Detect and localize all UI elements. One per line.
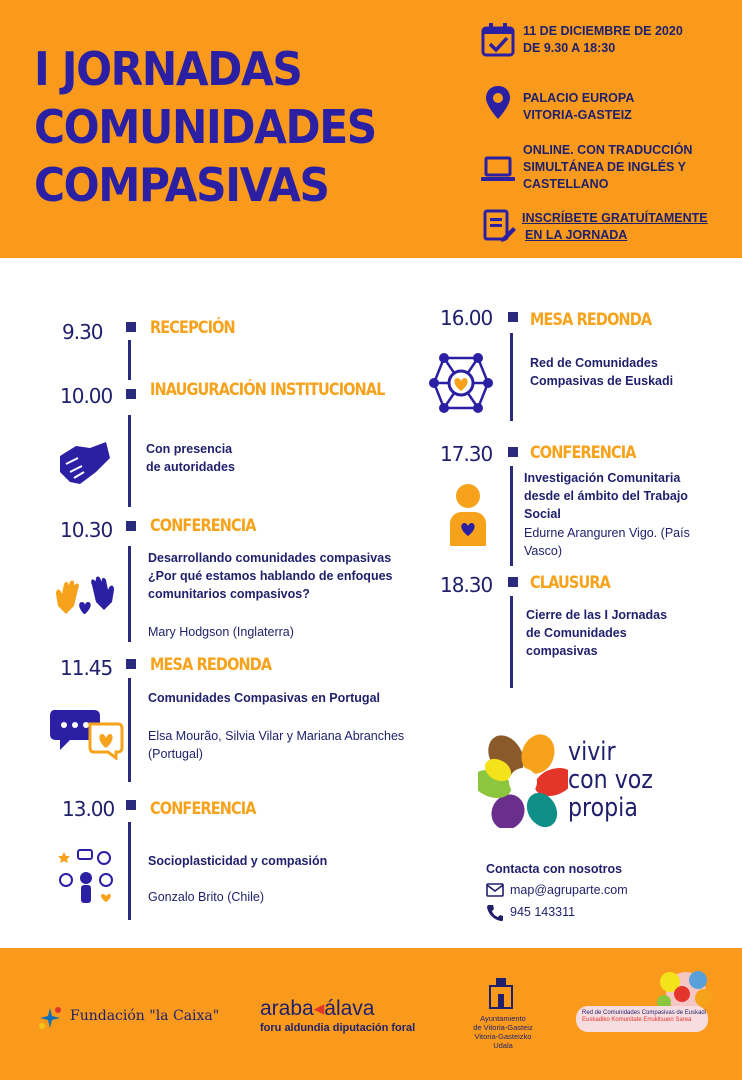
speaker-line: Edurne Aranguren Vigo. (País bbox=[524, 526, 690, 540]
red-logo-line: Red de Comunidades Compasivas de Euskadi bbox=[582, 1010, 707, 1016]
contact-phone[interactable]: 945 143311 bbox=[510, 905, 576, 919]
description-line: comunitarios compasivos? bbox=[148, 587, 310, 601]
description-line: Investigación Comunitaria bbox=[524, 471, 681, 485]
sponsors-footer bbox=[0, 948, 742, 1080]
alava-text: álava bbox=[324, 997, 375, 1020]
timeline-marker bbox=[126, 389, 136, 399]
header-banner bbox=[0, 0, 742, 258]
ayto-line: Ayuntamiento bbox=[480, 1014, 526, 1023]
session-description: Comunidades Compasivas en Portugal bbox=[148, 691, 380, 705]
red-comunidades-logo bbox=[576, 966, 720, 1042]
ayuntamiento-logo bbox=[468, 1014, 538, 1050]
session-title: CLAUSURA bbox=[530, 573, 610, 593]
description-line: Red de Comunidades bbox=[530, 356, 658, 370]
description-line: desde el ámbito del Trabajo bbox=[524, 489, 688, 503]
date-info bbox=[480, 22, 730, 62]
phone-icon bbox=[486, 904, 504, 922]
brand-line: propia bbox=[568, 793, 638, 823]
speaker-line: Elsa Mourão, Silvia Vilar y Mariana Abranches bbox=[148, 729, 405, 743]
red-logo-line: Euskadiko Komunitate Errukitsuen Sarea bbox=[582, 1017, 692, 1023]
araba-logo: araba◂álava bbox=[260, 997, 375, 1020]
session-time: 10.00 bbox=[60, 384, 113, 408]
contact-title: Contacta con nosotros bbox=[486, 862, 623, 876]
online-text-1: ONLINE. CON TRADUCCIÓN bbox=[523, 143, 693, 157]
session-description: Socioplasticidad y compasión bbox=[148, 854, 328, 868]
timeline-marker bbox=[508, 312, 518, 322]
session-title: MESA REDONDA bbox=[150, 655, 272, 675]
red-logo-text bbox=[582, 1010, 708, 1024]
register-link-text-2[interactable]: EN LA JORNADA bbox=[525, 228, 628, 242]
la-caixa-star-icon bbox=[36, 1006, 64, 1030]
title-line-3: COMPASIVAS bbox=[34, 158, 329, 212]
session-time: 17.30 bbox=[440, 442, 493, 466]
laptop-icon bbox=[480, 152, 516, 188]
timeline-rail bbox=[510, 466, 513, 566]
city-coat-of-arms-icon bbox=[486, 976, 516, 1010]
timeline-marker bbox=[508, 577, 518, 587]
session-time: 18.30 bbox=[440, 573, 493, 597]
hands-heart-icon bbox=[54, 576, 116, 624]
araba-text: araba bbox=[260, 997, 314, 1020]
session-description bbox=[526, 606, 667, 660]
date-text: 11 DE DICIEMBRE DE 2020 bbox=[523, 24, 683, 38]
speaker-line: (Portugal) bbox=[148, 747, 203, 761]
brand-line: vivir bbox=[568, 737, 616, 767]
session-title: CONFERENCIA bbox=[530, 443, 636, 463]
session-time: 13.00 bbox=[62, 797, 115, 821]
calendar-check-icon bbox=[480, 22, 516, 58]
session-description bbox=[530, 354, 673, 390]
contact-email[interactable]: map@agruparte.com bbox=[510, 883, 628, 897]
timeline-rail bbox=[128, 678, 131, 782]
handshake-icon bbox=[56, 438, 112, 490]
timeline-marker bbox=[126, 800, 136, 810]
title-line-1: I JORNADAS bbox=[34, 42, 302, 96]
session-time: 9.30 bbox=[62, 320, 103, 344]
register-info[interactable] bbox=[480, 208, 730, 248]
mail-icon bbox=[486, 882, 504, 898]
session-description bbox=[146, 440, 235, 476]
session-speaker: Gonzalo Brito (Chile) bbox=[148, 890, 265, 904]
session-speaker: Mary Hodgson (Inglaterra) bbox=[148, 625, 294, 639]
brand-line: con voz bbox=[568, 765, 653, 795]
venue-text: PALACIO EUROPA bbox=[523, 91, 635, 105]
online-info bbox=[480, 140, 730, 196]
description-line: compasivas bbox=[526, 644, 598, 658]
session-time: 11.45 bbox=[60, 656, 113, 680]
description-line: Compasivas de Euskadi bbox=[530, 374, 674, 388]
timeline-rail bbox=[128, 340, 131, 380]
description-line: Desarrollando comunidades compasivas bbox=[148, 551, 392, 565]
register-link[interactable] bbox=[522, 210, 732, 244]
araba-subtitle: foru aldundia diputación foral bbox=[260, 1022, 416, 1034]
session-speaker bbox=[524, 524, 690, 560]
timeline-rail bbox=[510, 333, 513, 421]
session-description bbox=[524, 469, 688, 523]
location-pin-icon bbox=[480, 84, 516, 120]
online-text-3: CASTELLANO bbox=[523, 177, 609, 191]
page-title bbox=[34, 40, 376, 214]
title-line-2: COMUNIDADES bbox=[34, 100, 376, 154]
ayto-line: Udala bbox=[493, 1041, 513, 1050]
timeline-rail bbox=[128, 546, 131, 642]
chat-bubbles-heart-icon bbox=[50, 706, 124, 760]
session-time: 10.30 bbox=[60, 518, 113, 542]
brand-tagline bbox=[568, 738, 653, 822]
time-range-text: DE 9.30 A 18:30 bbox=[523, 41, 616, 55]
vivir-con-voz-propia-logo bbox=[478, 734, 568, 828]
person-heart-icon bbox=[448, 484, 488, 546]
ayto-line: Vitoria-Gasteizko bbox=[474, 1032, 532, 1041]
session-title: RECEPCIÓN bbox=[150, 318, 235, 338]
place-info bbox=[480, 84, 730, 124]
session-title: CONFERENCIA bbox=[150, 799, 256, 819]
ayto-line: de Vitoria-Gasteiz bbox=[473, 1023, 533, 1032]
session-title: MESA REDONDA bbox=[530, 310, 652, 330]
description-line: Cierre de las I Jornadas bbox=[526, 608, 668, 622]
session-time: 16.00 bbox=[440, 306, 493, 330]
la-caixa-logo: Fundación "la Caixa" bbox=[70, 1008, 220, 1024]
session-description bbox=[148, 549, 392, 603]
timeline-rail bbox=[510, 596, 513, 688]
timeline-marker bbox=[508, 447, 518, 457]
registration-form-icon bbox=[480, 208, 516, 244]
session-speaker bbox=[148, 727, 404, 763]
timeline-rail bbox=[128, 415, 131, 507]
timeline-marker bbox=[126, 521, 136, 531]
timeline-marker bbox=[126, 322, 136, 332]
timeline-rail bbox=[128, 822, 131, 920]
description-line: Social bbox=[524, 507, 561, 521]
description-line: de Comunidades bbox=[526, 626, 627, 640]
community-network-icon bbox=[56, 848, 118, 910]
description-line: de autoridades bbox=[146, 460, 235, 474]
description-line: ¿Por qué estamos hablando de enfoques bbox=[148, 569, 393, 583]
speaker-line: Vasco) bbox=[524, 544, 562, 558]
timeline-marker bbox=[126, 659, 136, 669]
register-link-text-1[interactable]: INSCRÍBETE GRATUÍTAMENTE bbox=[522, 211, 708, 225]
description-line: Con presencia bbox=[146, 442, 233, 456]
city-text: VITORIA-GASTEIZ bbox=[523, 108, 632, 122]
network-heart-icon bbox=[428, 350, 494, 416]
online-text-2: SIMULTÁNEA DE INGLÉS Y bbox=[523, 160, 686, 174]
session-title: INAUGURACIÓN INSTITUCIONAL bbox=[150, 380, 385, 400]
session-title: CONFERENCIA bbox=[150, 516, 256, 536]
